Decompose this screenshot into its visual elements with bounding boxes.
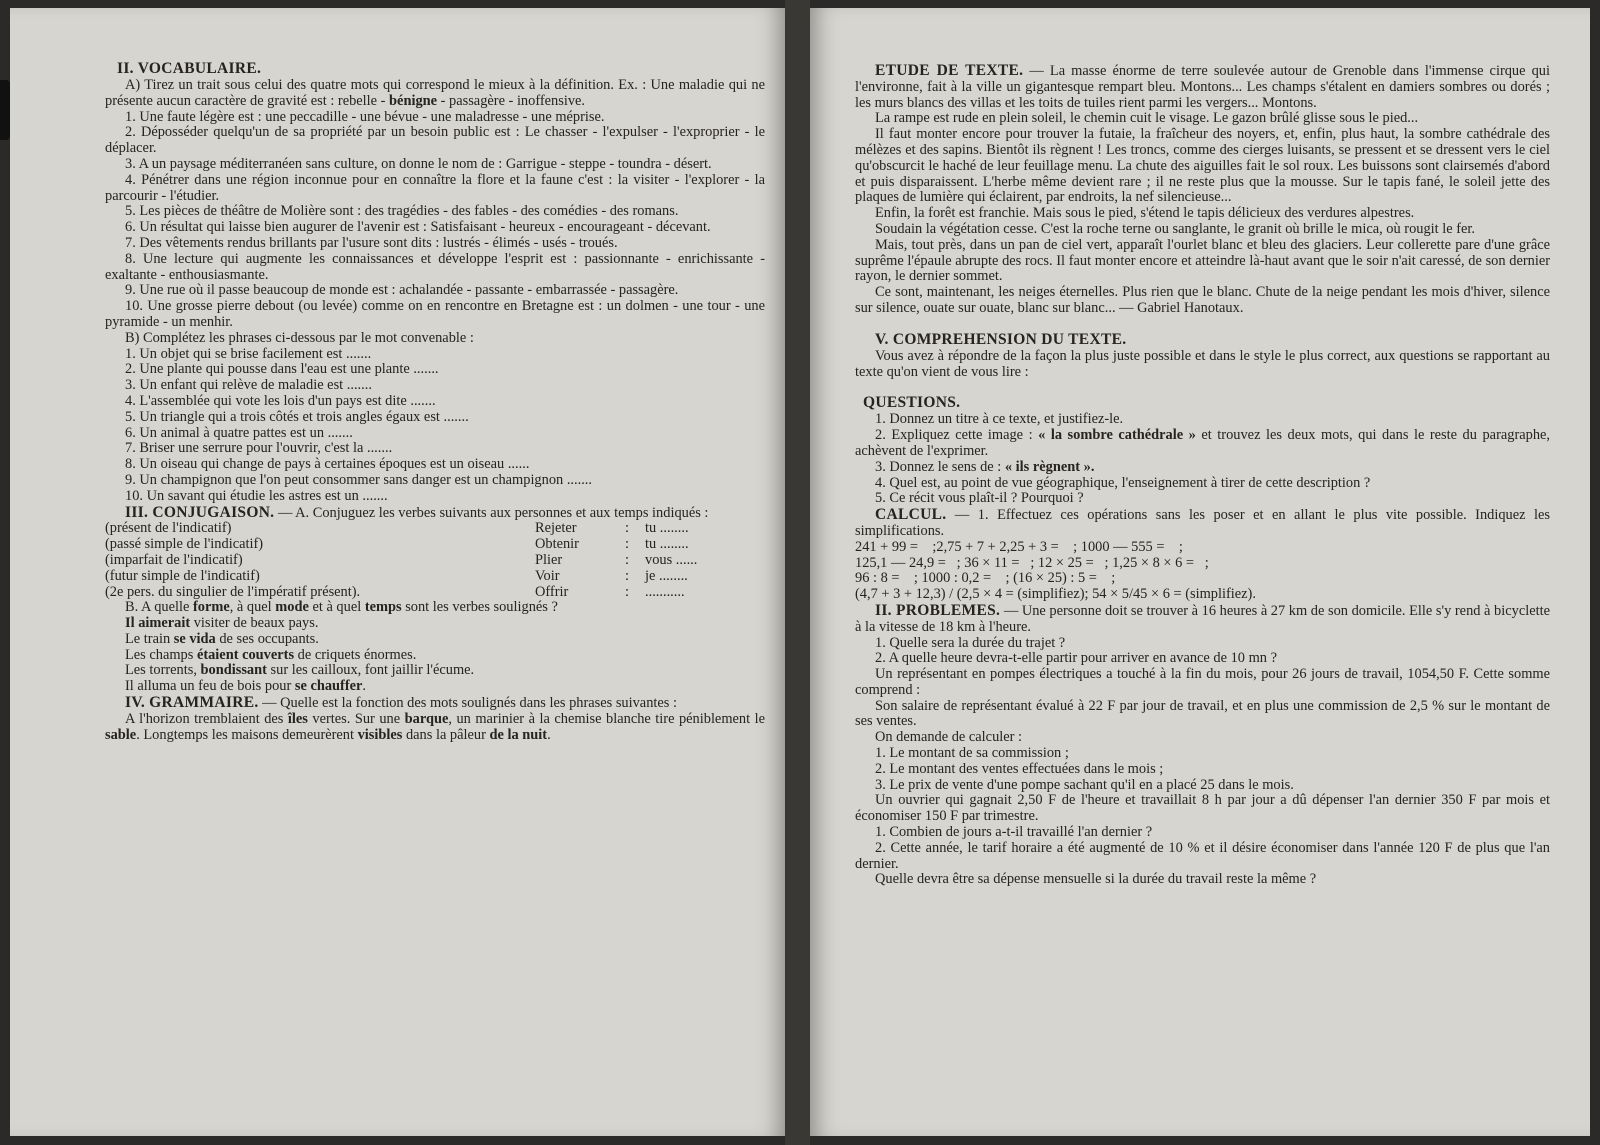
vocab-a-item: 4. Pénétrer dans une région inconnue pour en connaître la flore et la faune c'est : la visiter - l'explorer - la parcourir - l'étudier. (105, 171, 765, 204)
conjugaison-intro: III. CONJUGAISON. — A. Conjuguez les verbes suivants aux personnes et aux temps indiqués : (125, 503, 709, 521)
vocab-a-item: 8. Une lecture qui augmente les connaissances et développe l'esprit est : passionnante - enrichissante - exaltante - enthousiasmante. (105, 250, 765, 283)
vocab-a-item: 2. Déposséder quelqu'un de sa propriété par un besoin public est : Le chasser - l'expulser - l'exproprier - le déplacer. (105, 124, 765, 157)
conjugaison-heading: III. CONJUGAISON. (125, 503, 275, 521)
book-gutter (785, 0, 810, 1145)
vocab-b-intro: B) Complétez les phrases ci-dessous par le mot convenable : (125, 329, 474, 346)
vocab-a-item: 9. Une rue où il passe beaucoup de monde est : achalandée - passante - embarrassée - passagère. (125, 282, 679, 299)
binding-edge (0, 80, 10, 140)
calcul-intro: CALCUL. — 1. Effectuez ces opérations sans les poser et en allant le plus vite possible. Indiquez les simplifications. (855, 506, 1550, 539)
conj-verb: Voir (535, 567, 560, 584)
etude-heading: ETUDE DE TEXTE. (875, 62, 1024, 79)
calc-line: (4,7 + 3 + 12,3) / (2,5 × 4 = (simplifiez); 54 × 5/45 × 6 = (simplifiez). (855, 586, 1256, 603)
conjugaison-b-intro: B. A quelle forme, à quel mode et à quel temps sont les verbes soulignés ? (125, 599, 558, 616)
vocab-b-item: 8. Un oiseau qui change de pays à certaines époques est un oiseau ...... (125, 456, 530, 473)
vocab-b-item: 10. Un savant qui étudie les astres est un ....... (125, 487, 388, 504)
left-page (10, 8, 785, 1136)
vocab-b-item: 1. Un objet qui se brise facilement est ....... (125, 345, 372, 362)
vocab-a-item: 6. Un résultat qui laisse bien augurer de l'avenir est : Satisfaisant - heureux - encourageant - décevant. (125, 219, 711, 236)
conj-sentence: Il alluma un feu de bois pour se chauffer. (125, 678, 367, 695)
problem-paragraph: Son salaire de représentant évalué à 22 F par jour de travail, et en plus une commission de 2,5 % sur le montant de ses ventes. (855, 697, 1550, 730)
vocab-b-item: 2. Une plante qui pousse dans l'eau est une plante ....... (125, 361, 439, 378)
conj-verb: Obtenir (535, 536, 579, 553)
conj-person: tu ........ (645, 520, 689, 537)
calcul-heading: CALCUL. (875, 506, 947, 524)
vocab-b-item: 3. Un enfant qui relève de maladie est ....... (125, 377, 372, 394)
etude-paragraph: Il faut monter encore pour trouver la futaie, la fraîcheur des noyers, et, enfin, plus haut, la sombre cathédrale des mélèzes et des sapins. Bientôt ils règnent ! Les troncs, comme des cierges luisants, se pressent et se dressent vers le ciel qu'obscurcit le haché de leur feuillage menu. La chute des aiguilles fait le sol roux. Les buissons sont clairsemés d'abord et puis disparaissent. L'herbe même devient rare ; il ne reste plus que la mousse. Sur le tapis fané, le soleil jette des plaques de lumière qui éclairent, par endroits, la nef silencieuse... (855, 126, 1550, 206)
etude-paragraph: Soudain la végétation cesse. C'est la roche terne ou sanglante, le granit où brille le mica, où rougit le fer. (875, 220, 1476, 237)
etude-paragraph: Ce sont, maintenant, les neiges éternelles. Plus rien que le blanc. Chute de la neige pendant les mois d'hiver, silence sur silence, ouate sur ouate, blanc sur blanc... — Gabriel Hanotaux. (855, 284, 1550, 316)
vocab-b-item: 9. Un champignon que l'on peut consommer sans danger est un champignon ....... (125, 471, 592, 488)
problem-item: 1. Le montant de sa commission ; (875, 745, 1069, 762)
problem-item: 2. Le montant des ventes effectuées dans le mois ; (875, 760, 1164, 777)
conj-tense: (présent de l'indicatif) (105, 520, 232, 537)
problem-paragraph: On demande de calculer : (875, 729, 1023, 746)
question-item: 3. Donnez le sens de : « ils règnent ». (875, 458, 1095, 475)
conj-sentence: Les torrents, bondissant sur les cailloux, font jaillir l'écume. (125, 662, 475, 679)
conj-sentence: Il aimerait visiter de beaux pays. (125, 615, 319, 632)
question-item: 5. Ce récit vous plaît-il ? Pourquoi ? (875, 490, 1084, 507)
vocab-b-item: 7. Briser une serrure pour l'ouvrir, c'est la ....... (125, 440, 393, 457)
vocab-b-item: 4. L'assemblée qui vote les lois d'un pays est dite ....... (125, 392, 436, 409)
etude-paragraph: ETUDE DE TEXTE. — La masse énorme de terre soulevée autour de Grenoble dans l'immense cirque qui l'environne, fait à la ville un gigantesque rempart bleu. Montons... Les champs s'étalent en damiers sombres ou dorés ; les murs blancs des villas et les toits de tuiles rient parmi les vergers... Montons. (855, 62, 1550, 111)
vocabulary-heading: II. VOCABULAIRE. (117, 60, 262, 77)
conjugation-table: (présent de l'indicatif) Rejeter : tu ........ (passé simple de l'indicatif) Obtenir : tu ........ (imparfait de l'indicatif) Plier : vous ...... (futur simple de l'indicatif) Voir : je ........ (2e pers. du singulier de l'impératif présent). Offrir : ........... (105, 521, 765, 600)
vocab-a-intro: A) Tirez un trait sous celui des quatre mots qui correspond le mieux à la définition. Ex. : Une maladie qui ne présente aucun caractère de gravité est : rebelle - bénigne - passagère - inoffensive. (105, 77, 765, 109)
question-item: 2. Expliquez cette image : « la sombre cathédrale » et trouvez les deux mots, qui dans le reste du paragraphe, achèvent de l'exprimer. (855, 427, 1550, 459)
problemes-heading: II. PROBLEMES. (875, 601, 1001, 619)
comprehension-intro: Vous avez à répondre de la façon la plus juste possible et dans le style le plus correct, aux questions se rapportant au texte qu'on vient de vous lire : (855, 347, 1550, 380)
grammaire-text: A l'horizon tremblaient des îles vertes. Sur une barque, un marinier à la chemise blanche tire péniblement le sable. Longtemps les maisons demeurèrent visibles dans la pâleur de la nuit. (105, 710, 765, 743)
bold-word: bénigne (389, 92, 438, 109)
conj-person: vous ...... (645, 551, 698, 568)
vocab-a-item: 5. Les pièces de théâtre de Molière sont : des tragédies - des fables - des comédies - des romans. (125, 203, 679, 220)
conj-sentence: Le train se vida de ses occupants. (125, 630, 319, 647)
problem-item: 1. Combien de jours a-t-il travaillé l'an dernier ? (875, 824, 1153, 841)
conj-tense: (2e pers. du singulier de l'impératif présent). (105, 583, 361, 600)
conj-person: ........... (645, 583, 685, 600)
conj-verb: Plier (535, 551, 563, 568)
comprehension-heading: V. COMPREHENSION DU TEXTE. (875, 330, 1127, 348)
vocab-a-item: 1. Une faute légère est : une peccadille - une bévue - une maladresse - une méprise. (125, 108, 605, 125)
calc-line: 125,1 — 24,9 = ; 36 × 11 = ; 12 × 25 = ; 1,25 × 8 × 6 = ; (855, 554, 1209, 571)
problem-item: 3. Le prix de vente d'une pompe sachant qu'il en a placé 25 dans le mois. (875, 776, 1294, 793)
vocab-a-item: 10. Une grosse pierre debout (ou levée) comme on en rencontre en Bretagne est : un dolmen - une tour - une pyramide - un menhir. (105, 298, 765, 330)
right-page (810, 8, 1590, 1136)
vocab-a-item: 3. A un paysage méditerranéen sans culture, on donne le nom de : Garrigue - steppe - toundra - désert. (125, 155, 712, 172)
problem-item: 2. Cette année, le tarif horaire a été augmenté de 10 % et il désire économiser dans l'année 120 F de plus que l'an dernier. (855, 839, 1550, 872)
conj-sentence: Les champs étaient couverts de criquets énormes. (125, 646, 417, 663)
questions-heading: QUESTIONS. (863, 394, 961, 412)
problem-item: 1. Quelle sera la durée du trajet ? (875, 634, 1066, 651)
conj-verb: Rejeter (535, 520, 577, 537)
etude-paragraph: Mais, tout près, dans un pan de ciel vert, apparaît l'ourlet blanc et bleu des glaciers. Leur collerette pare d'une grâce suprême l'épaule abrupte des rocs. Il faut monter encore et atteindre là-haut avant que le soir n'ait caressé, de son dernier rayon, le dernier sommet. (855, 236, 1550, 285)
grammaire-heading: IV. GRAMMAIRE. (125, 694, 259, 712)
etude-paragraph: Enfin, la forêt est franchie. Mais sous le pied, s'étend le tapis délicieux des verdures alpestres. (875, 205, 1415, 222)
problemes-intro: II. PROBLEMES. — Une personne doit se trouver à 16 heures à 27 km de son domicile. Elle s'y rend à bicyclette à la vitesse de 18 km à l'heure. (855, 601, 1550, 635)
conj-tense: (passé simple de l'indicatif) (105, 536, 264, 553)
calc-line: 241 + 99 = ;2,75 + 7 + 2,25 + 3 = ; 1000 — 555 = ; (855, 538, 1183, 555)
problem-paragraph: Un représentant en pompes électriques a touché à la fin du mois, pour 26 jours de travail, 1054,50 F. Cette somme comprend : (855, 666, 1550, 698)
vocab-b-item: 5. Un triangle qui a trois côtés et trois angles égaux est ....... (125, 408, 469, 425)
question-item: 4. Quel est, au point de vue géographique, l'enseignement à tirer de cette description ? (875, 474, 1371, 491)
problem-paragraph: Un ouvrier qui gagnait 2,50 F de l'heure et travaillait 8 h par jour a dû dépenser l'an dernier 350 F par mois et économiser 150 F par trimestre. (855, 792, 1550, 825)
problem-question: Quelle devra être sa dépense mensuelle si la durée du travail reste la même ? (875, 871, 1317, 888)
grammaire-intro: IV. GRAMMAIRE. — Quelle est la fonction des mots soulignés dans les phrases suivantes : (125, 694, 677, 712)
conj-verb: Offrir (535, 583, 569, 600)
question-item: 1. Donnez un titre à ce texte, et justifiez-le. (875, 411, 1124, 428)
vocab-b-item: 6. Un animal à quatre pattes est un ....... (125, 424, 353, 441)
vocab-a-item: 7. Des vêtements rendus brillants par l'usure sont dits : lustrés - élimés - usés - troués. (125, 234, 618, 251)
problem-item: 2. A quelle heure devra-t-elle partir pour arriver en avance de 10 mn ? (875, 650, 1277, 667)
conj-tense: (futur simple de l'indicatif) (105, 567, 260, 584)
etude-paragraph: La rampe est rude en plein soleil, le chemin cuit le visage. Le gazon brûlé glisse sous le pied... (875, 110, 1419, 127)
conj-person: tu ........ (645, 536, 689, 553)
conj-tense: (imparfait de l'indicatif) (105, 551, 243, 568)
conj-person: je ........ (645, 567, 688, 584)
calc-line: 96 : 8 = ; 1000 : 0,2 = ; (16 × 25) : 5 = ; (855, 570, 1116, 587)
